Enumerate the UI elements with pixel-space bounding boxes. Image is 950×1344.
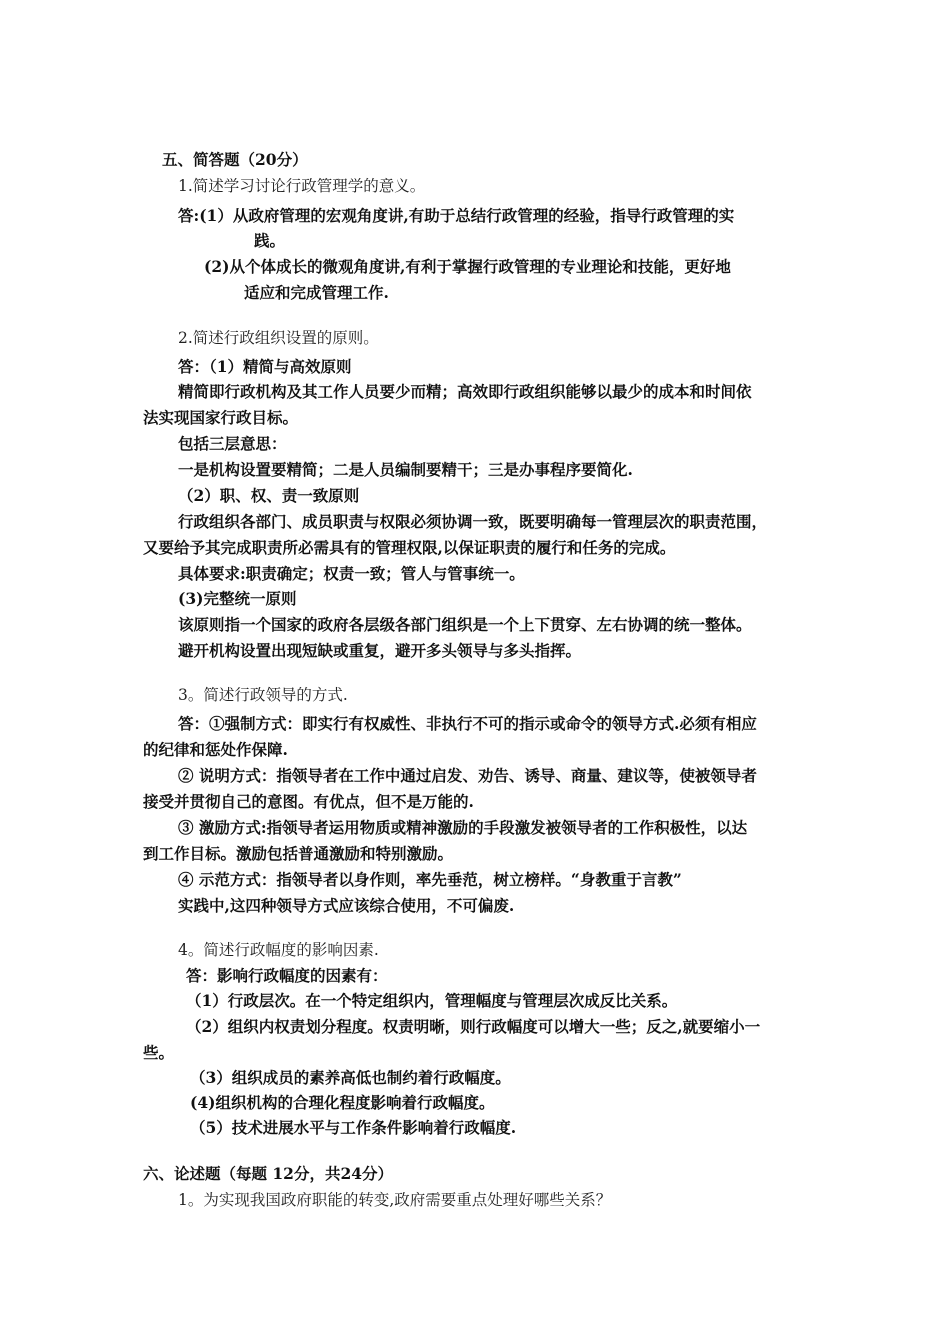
answer-line: 一是机构设置要精简；二是人员编制要精干；三是办事程序要简化. — [178, 460, 633, 479]
question-1: 1.简述学习讨论行政管理学的意义。 — [178, 177, 426, 195]
question-2: 2.简述行政组织设置的原则。 — [178, 329, 379, 347]
answer-line: 实践中,这四种领导方式应该综合使用，不可偏废. — [178, 896, 515, 915]
answer-line: 答：影响行政幅度的因素有： — [186, 966, 388, 985]
answer-line: 行政组织各部门、成员职责与权限必须协调一致，既要明确每一管理层次的职责范围， — [178, 512, 768, 531]
section-title-essay: 六、论述题（每题 12分，共24分） — [143, 1164, 394, 1183]
answer-line: 答：（1）精简与高效原则 — [178, 357, 352, 376]
answer-line: ③ 激励方式:指领导者运用物质或精神激励的手段激发被领导者的工作积极性，以达 — [178, 818, 748, 837]
answer-line: 答：①强制方式：即实行有权威性、非执行不可的指示或命令的领导方式.必须有相应 — [178, 714, 757, 733]
answer-line: （2）组织内权责划分程度。权责明晰，则行政幅度可以增大一些；反之,就要缩小一 — [186, 1017, 761, 1036]
answer-line: 的纪律和惩处作保障. — [143, 740, 288, 759]
answer-line: 精简即行政机构及其工作人员要少而精；高效即行政组织能够以最少的成本和时间依 — [178, 382, 752, 401]
answer-line: ② 说明方式：指领导者在工作中通过启发、劝告、诱导、商量、建议等，使被领导者 — [178, 766, 757, 785]
answer-line: 践。 — [254, 231, 286, 250]
answer-line: (2)从个体成长的微观角度讲,有利于掌握行政管理的专业理论和技能，更好地 — [204, 257, 731, 276]
answer-line: 又要给予其完成职责所必需具有的管理权限,以保证职责的履行和任务的完成。 — [143, 538, 676, 557]
essay-question-1: 1。为实现我国政府职能的转变,政府需要重点处理好哪些关系？ — [178, 1191, 612, 1209]
answer-line: 答:(1）从政府管理的宏观角度讲,有助于总结行政管理的经验，指导行政管理的实 — [178, 206, 735, 225]
answer-line: （5）技术进展水平与工作条件影响着行政幅度. — [190, 1118, 517, 1137]
answer-line: 该原则指一个国家的政府各层级各部门组织是一个上下贯穿、左右协调的统一整体。 — [178, 615, 752, 634]
answer-line: （1）行政层次。在一个特定组织内，管理幅度与管理层次成反比关系。 — [186, 991, 678, 1010]
answer-line: 包括三层意思： — [178, 434, 287, 453]
answer-line: （3）组织成员的素养高低也制约着行政幅度。 — [190, 1068, 511, 1087]
answer-line: 法实现国家行政目标。 — [143, 408, 299, 427]
answer-line: 接受并贯彻自己的意图。有优点，但不是万能的. — [143, 792, 474, 811]
question-3: 3。简述行政领导的方式. — [178, 686, 348, 704]
answer-line: 些。 — [143, 1043, 175, 1062]
answer-line: (4)组织机构的合理化程度影响着行政幅度。 — [190, 1093, 495, 1112]
section-title-short-answer: 五、简答题（20分） — [162, 150, 308, 169]
question-4: 4。简述行政幅度的影响因素. — [178, 941, 379, 959]
answer-line: 具体要求:职责确定；权责一致；管人与管事统一。 — [178, 564, 525, 583]
answer-line: 到工作目标。激励包括普通激励和特别激励。 — [143, 844, 454, 863]
answer-line: (3)完整统一原则 — [178, 589, 297, 608]
answer-line: ④ 示范方式：指领导者以身作则，率先垂范，树立榜样。“身教重于言教” — [178, 870, 682, 889]
answer-line: （2）职、权、责一致原则 — [178, 486, 360, 505]
answer-line: 适应和完成管理工作. — [244, 283, 389, 302]
answer-line: 避开机构设置出现短缺或重复，避开多头领导与多头指挥。 — [178, 641, 582, 660]
